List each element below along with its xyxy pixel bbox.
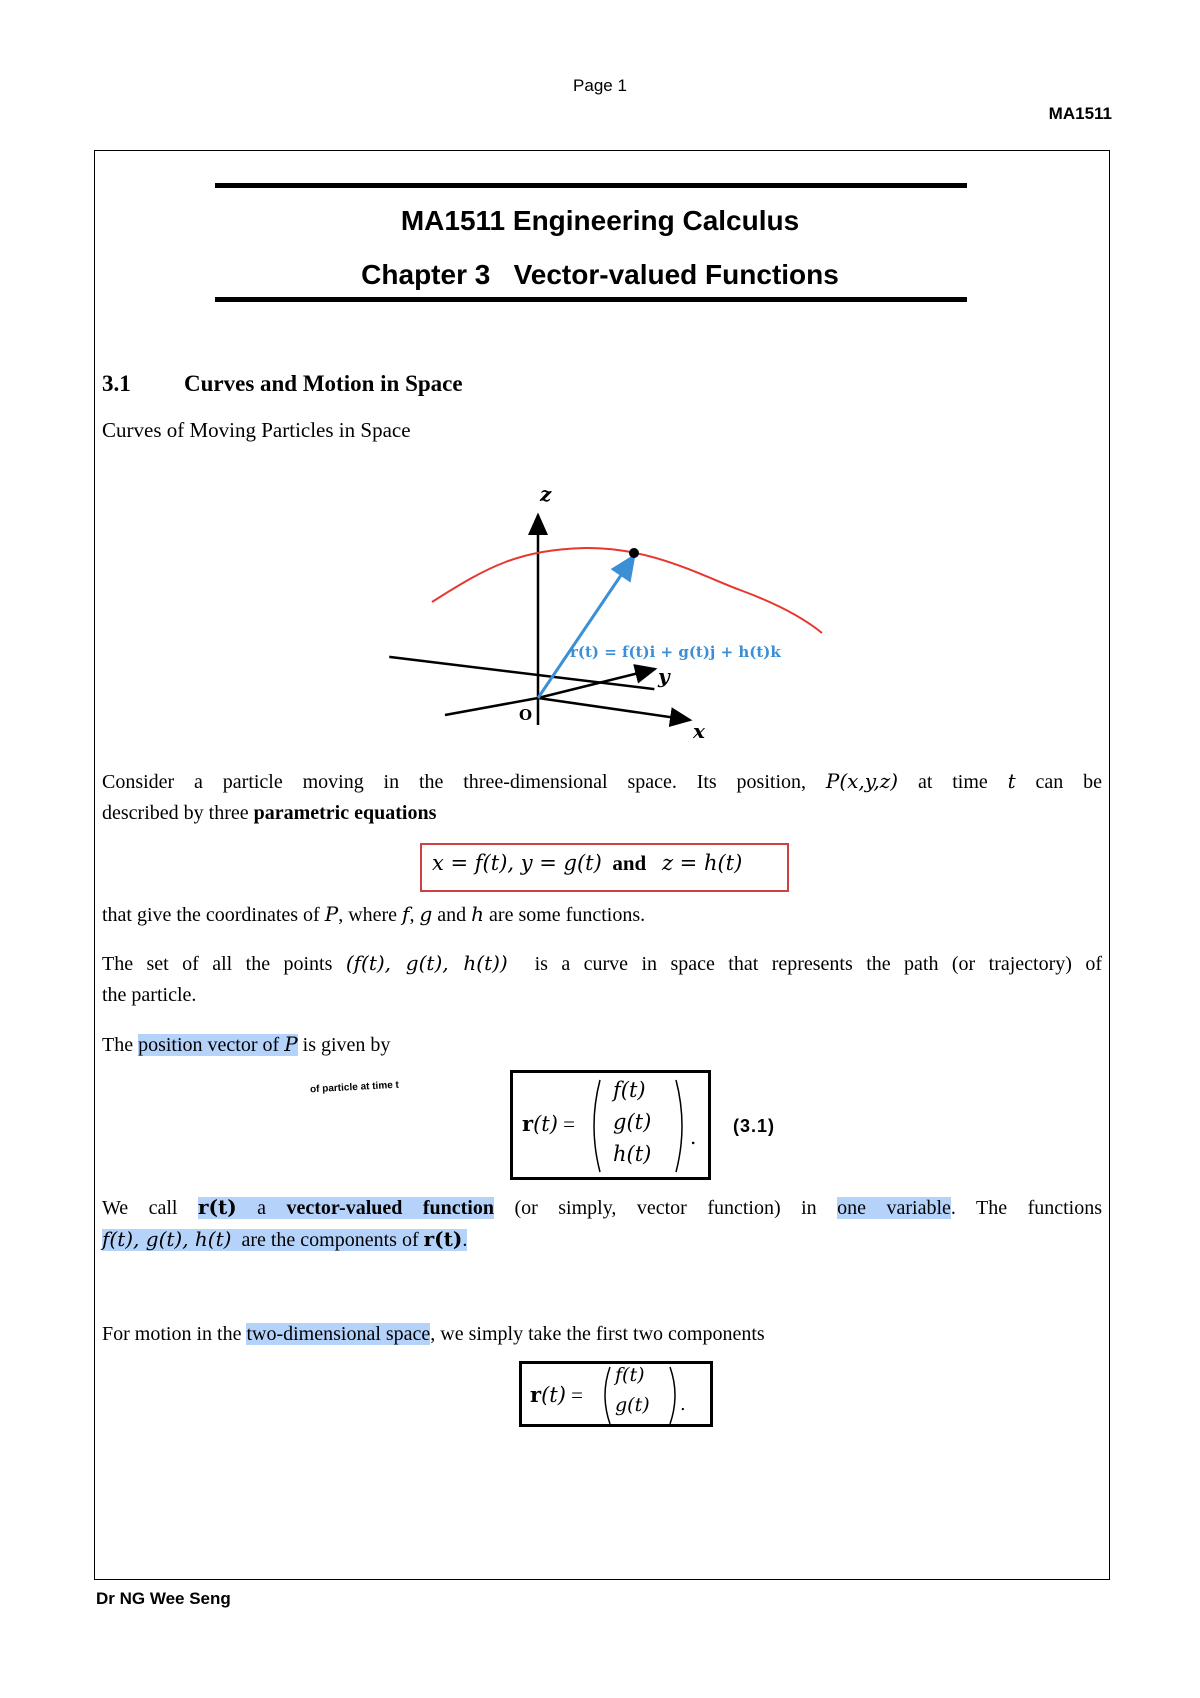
course-code: MA1511 bbox=[1048, 104, 1112, 123]
y-axis-label: y bbox=[658, 664, 670, 688]
parametric-equations: x = f(t), y = g(t) and z = h(t) bbox=[432, 851, 743, 875]
component-h: h(t) bbox=[613, 1142, 652, 1166]
particle-point bbox=[629, 548, 639, 558]
title-rule-top bbox=[215, 183, 967, 188]
course-title: MA1511 Engineering Calculus bbox=[400, 205, 800, 236]
paragraph-coordinates: that give the coordinates of P, where f, g and h are some functions. bbox=[102, 902, 646, 926]
paragraph-position-vector: The position vector of P is given by bbox=[102, 1032, 391, 1056]
footer-author: Dr NG Wee Seng bbox=[96, 1589, 231, 1608]
space-curve bbox=[432, 548, 822, 633]
paragraph-curve-line2: the particle. bbox=[102, 984, 197, 1006]
paragraph-intro-line2: described by three parametric equations bbox=[102, 802, 437, 824]
title-rule-bottom bbox=[215, 297, 967, 302]
x-axis-label: x bbox=[693, 719, 705, 743]
chapter-title: Chapter 3 Vector-valued Functions bbox=[361, 259, 839, 290]
two-d-vector-lhs: r(t) = bbox=[530, 1382, 583, 1407]
space-curve-figure bbox=[0, 465, 1200, 755]
component-f: f(t) bbox=[613, 1078, 646, 1102]
vector-label: r(t) = f(t)i + g(t)j + h(t)k bbox=[570, 643, 781, 661]
page-number: Page 1 bbox=[573, 76, 627, 95]
equation-reference: (3.1) bbox=[733, 1116, 776, 1136]
position-vector-lhs: r(t) = bbox=[522, 1111, 575, 1136]
handwritten-note: of particle at time t bbox=[309, 1079, 400, 1096]
svg-text:.: . bbox=[690, 1125, 697, 1149]
subheading: Curves of Moving Particles in Space bbox=[102, 418, 411, 442]
origin-label: O bbox=[519, 706, 533, 724]
section-number: 3.1 bbox=[102, 371, 131, 396]
section-title: Curves and Motion in Space bbox=[184, 371, 463, 396]
z-axis-label: z bbox=[540, 482, 552, 506]
paragraph-two-dimensional: For motion in the two-dimensional space, we simply take the first two components bbox=[102, 1323, 765, 1345]
x-axis-front bbox=[538, 698, 690, 720]
two-d-component-f: f(t) bbox=[615, 1364, 645, 1386]
paragraph-intro-line1: Consider a particle moving in the three-dimensional space. Its position, P(x,y,z) at time t can be bbox=[102, 769, 1102, 793]
two-d-component-g: g(t) bbox=[615, 1394, 650, 1416]
svg-text:.: . bbox=[680, 1394, 686, 1415]
paragraph-vector-function-line2: f(t), g(t), h(t) are the components of r(t). bbox=[102, 1227, 468, 1251]
component-g: g(t) bbox=[613, 1110, 652, 1134]
paragraph-vector-function-line1: We call r(t) a vector-valued function (or simply, vector function) in one variable. The functions bbox=[102, 1195, 1102, 1219]
paragraph-curve-line1: The set of all the points (f(t), g(t), h(t)) is a curve in space that represents the path (or trajectory) of bbox=[102, 951, 1103, 975]
